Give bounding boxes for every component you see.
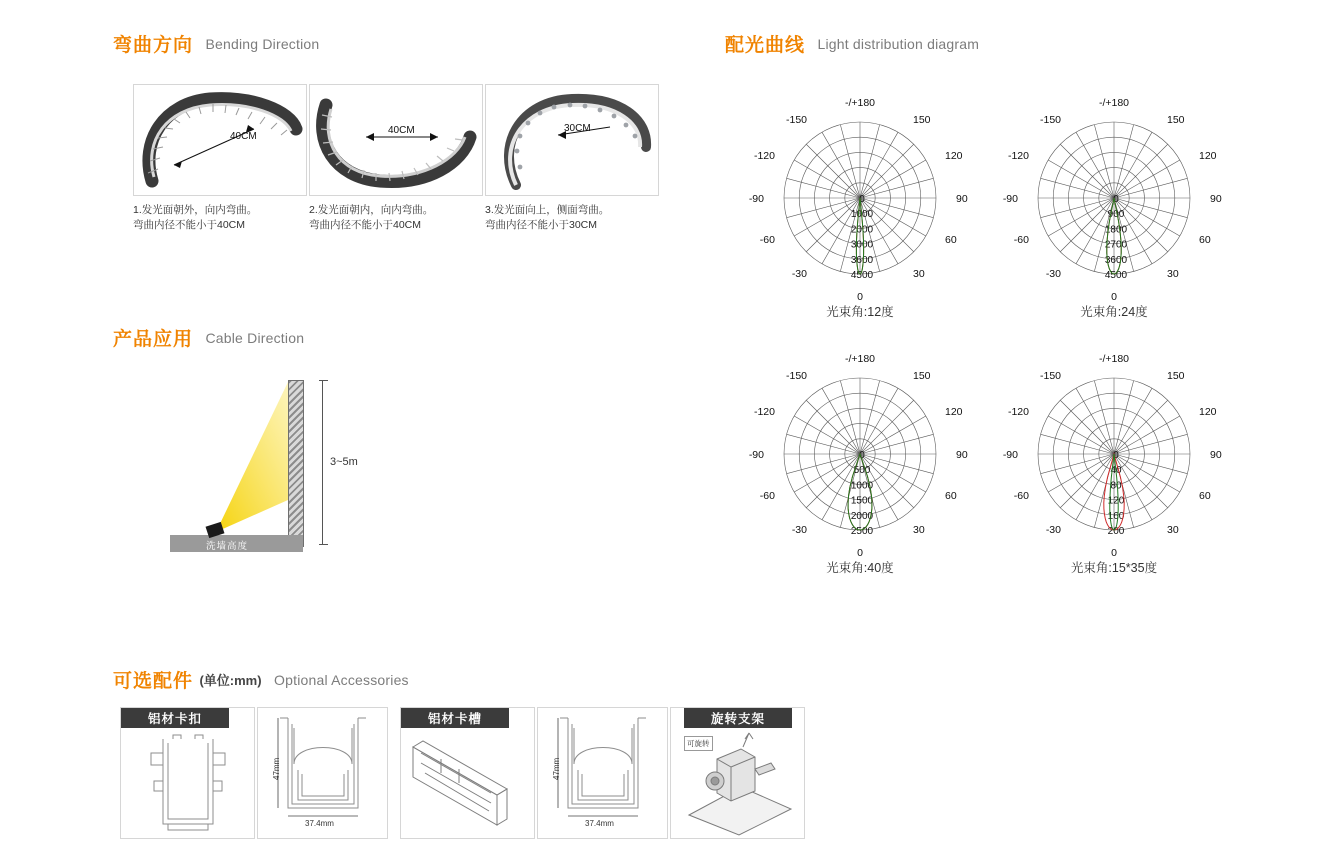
- svg-text:-120: -120: [753, 406, 775, 418]
- accessory-box-clip-section: [257, 707, 388, 839]
- section-title-bending-cn: 弯曲方向: [113, 35, 194, 56]
- section-title-accessories-cn: 可选配件: [113, 671, 194, 692]
- svg-text:-120: -120: [753, 150, 775, 162]
- bending-caption-3-line1: 3.发光面向上，侧面弯曲。: [485, 204, 610, 216]
- svg-text:30: 30: [913, 268, 925, 281]
- section-title-application: [113, 324, 304, 351]
- svg-text:1000: 1000: [850, 480, 874, 492]
- svg-text:-90: -90: [1002, 193, 1018, 205]
- floor-label: 洗墙高度: [206, 541, 249, 552]
- svg-text:-60: -60: [759, 490, 775, 502]
- bending-dim-3: 30CM: [564, 123, 591, 134]
- bending-illustration-3: [486, 85, 658, 195]
- section-title-application-cn: 产品应用: [113, 329, 194, 350]
- svg-text:90: 90: [956, 193, 968, 205]
- svg-text:1000: 1000: [850, 209, 874, 221]
- svg-text:0: 0: [1113, 194, 1119, 205]
- svg-text:-/+180: -/+180: [844, 97, 876, 109]
- svg-text:-60: -60: [1013, 234, 1029, 246]
- svg-text:120: 120: [945, 406, 963, 418]
- bending-image-3: [485, 84, 659, 196]
- section-title-light: [725, 30, 979, 57]
- height-dimension-line: [322, 380, 323, 545]
- application-illustration: [170, 380, 430, 560]
- svg-text:-150: -150: [1039, 369, 1061, 382]
- svg-text:120: 120: [1199, 150, 1217, 162]
- polar-chart-0-title: 光束角:12度: [826, 305, 894, 319]
- bending-dim-1: 40CM: [230, 131, 257, 142]
- svg-text:-150: -150: [785, 113, 807, 126]
- svg-text:500: 500: [853, 465, 871, 477]
- wall-surface: [288, 380, 304, 547]
- svg-text:200: 200: [1107, 526, 1125, 537]
- polar-chart-3: [989, 336, 1239, 586]
- svg-text:0: 0: [1111, 547, 1117, 559]
- polar-chart-2-title: 光束角:40度: [826, 561, 894, 575]
- svg-text:-30: -30: [1045, 524, 1061, 537]
- svg-text:0: 0: [859, 450, 865, 461]
- accessory-dim-width-channel: 37.4mm: [585, 819, 614, 828]
- svg-text:-120: -120: [1007, 150, 1029, 162]
- polar-chart-3-title: 光束角:15*35度: [1070, 561, 1158, 575]
- svg-text:3600: 3600: [1104, 254, 1128, 266]
- svg-text:90: 90: [956, 449, 968, 461]
- svg-text:90: 90: [1210, 193, 1222, 205]
- accessory-drawing-channel: [401, 729, 534, 839]
- bending-item-3: [485, 84, 659, 233]
- accessory-tab-channel: 铝材卡槽: [401, 708, 509, 728]
- accessory-box-channel-section: [537, 707, 668, 839]
- bending-image-2: [309, 84, 483, 196]
- bending-image-1: [133, 84, 307, 196]
- bracket-rotate-note: 可旋转: [684, 736, 713, 751]
- accessory-drawing-clip: [121, 729, 254, 839]
- bending-illustration-2: [310, 85, 482, 195]
- svg-text:120: 120: [1107, 495, 1125, 507]
- svg-text:-90: -90: [1002, 449, 1018, 461]
- bending-caption-2: [309, 203, 483, 233]
- polar-chart-1: [989, 80, 1239, 330]
- svg-text:-60: -60: [1013, 490, 1029, 502]
- svg-text:0: 0: [857, 291, 863, 303]
- svg-text:-120: -120: [1007, 406, 1029, 418]
- svg-text:1800: 1800: [1104, 224, 1128, 236]
- svg-text:2500: 2500: [850, 526, 874, 537]
- svg-text:1500: 1500: [850, 495, 874, 507]
- svg-text:2000: 2000: [850, 224, 874, 236]
- svg-text:150: 150: [1167, 369, 1185, 382]
- bending-caption-1: [133, 203, 307, 233]
- svg-text:60: 60: [945, 490, 957, 502]
- svg-text:0: 0: [1111, 291, 1117, 303]
- svg-text:0: 0: [1113, 450, 1119, 461]
- svg-text:60: 60: [1199, 234, 1211, 246]
- svg-text:4500: 4500: [1104, 270, 1128, 281]
- section-title-light-en: Light distribution diagram: [817, 35, 980, 52]
- section-title-application-en: Cable Direction: [205, 329, 305, 346]
- accessory-box-bracket: [670, 707, 805, 839]
- svg-text:160: 160: [1107, 510, 1125, 522]
- svg-text:150: 150: [913, 369, 931, 382]
- svg-text:30: 30: [913, 524, 925, 537]
- svg-text:-30: -30: [791, 268, 807, 281]
- svg-text:30: 30: [1167, 524, 1179, 537]
- section-title-bending-en: Bending Direction: [205, 35, 320, 52]
- section-title-accessories: [113, 666, 409, 693]
- polar-plot-3: [989, 336, 1239, 586]
- svg-text:-/+180: -/+180: [1098, 97, 1130, 109]
- svg-text:150: 150: [913, 113, 931, 126]
- accessory-dim-height-channel: 47mm: [552, 757, 561, 780]
- svg-text:-/+180: -/+180: [844, 353, 876, 365]
- svg-text:2700: 2700: [1104, 239, 1128, 251]
- svg-text:150: 150: [1167, 113, 1185, 126]
- section-title-accessories-en: Optional Accessories: [274, 671, 409, 688]
- svg-text:40: 40: [1110, 465, 1122, 477]
- section-title-accessories-unit: (单位:mm): [199, 673, 262, 688]
- height-dimension-label: 3~5m: [330, 456, 358, 468]
- accessory-box-clip: [120, 707, 255, 839]
- svg-text:60: 60: [1199, 490, 1211, 502]
- svg-text:80: 80: [1110, 480, 1122, 492]
- bending-caption-3-line2: 弯曲内径不能小于30CM: [485, 219, 598, 231]
- svg-text:-90: -90: [748, 449, 764, 461]
- svg-text:30: 30: [1167, 268, 1179, 281]
- svg-text:-60: -60: [759, 234, 775, 246]
- svg-text:-30: -30: [1045, 268, 1061, 281]
- svg-text:-90: -90: [748, 193, 764, 205]
- svg-text:120: 120: [945, 150, 963, 162]
- svg-text:90: 90: [1210, 449, 1222, 461]
- accessory-dim-width-clip: 37.4mm: [305, 819, 334, 828]
- accessory-tab-bracket: 旋转支架: [684, 708, 792, 728]
- svg-text:-30: -30: [791, 524, 807, 537]
- bending-caption-2-line1: 2.发光面朝内，向内弯曲。: [309, 204, 434, 216]
- polar-chart-1-title: 光束角:24度: [1080, 305, 1148, 319]
- svg-text:4500: 4500: [850, 270, 874, 281]
- bending-caption-1-line1: 1.发光面朝外，向内弯曲。: [133, 204, 258, 216]
- svg-text:2000: 2000: [850, 510, 874, 522]
- section-title-light-cn: 配光曲线: [725, 35, 806, 56]
- svg-text:3000: 3000: [850, 239, 874, 251]
- accessory-dim-height-clip: 47mm: [272, 757, 281, 780]
- bending-dim-2: 40CM: [388, 125, 415, 136]
- bending-caption-2-line2: 弯曲内径不能小于40CM: [309, 219, 422, 231]
- section-title-bending: [113, 30, 319, 57]
- svg-text:-150: -150: [1039, 113, 1061, 126]
- bending-illustration-1: [134, 85, 306, 195]
- svg-text:0: 0: [857, 547, 863, 559]
- svg-text:60: 60: [945, 234, 957, 246]
- svg-text:0: 0: [859, 194, 865, 205]
- bending-caption-3: [485, 203, 659, 233]
- svg-text:120: 120: [1199, 406, 1217, 418]
- polar-chart-0: [735, 80, 985, 330]
- svg-text:900: 900: [1107, 209, 1125, 221]
- bending-caption-1-line2: 弯曲内径不能小于40CM: [133, 219, 246, 231]
- polar-plot-1: [989, 80, 1239, 330]
- polar-chart-2: [735, 336, 985, 586]
- svg-text:-/+180: -/+180: [1098, 353, 1130, 365]
- accessory-tab-clip: 铝材卡扣: [121, 708, 229, 728]
- svg-text:-150: -150: [785, 369, 807, 382]
- polar-plot-2: [735, 336, 985, 586]
- accessory-box-channel: [400, 707, 535, 839]
- bending-item-1: [133, 84, 307, 233]
- polar-plot-0: [735, 80, 985, 330]
- bending-item-2: [309, 84, 483, 233]
- svg-text:3600: 3600: [850, 254, 874, 266]
